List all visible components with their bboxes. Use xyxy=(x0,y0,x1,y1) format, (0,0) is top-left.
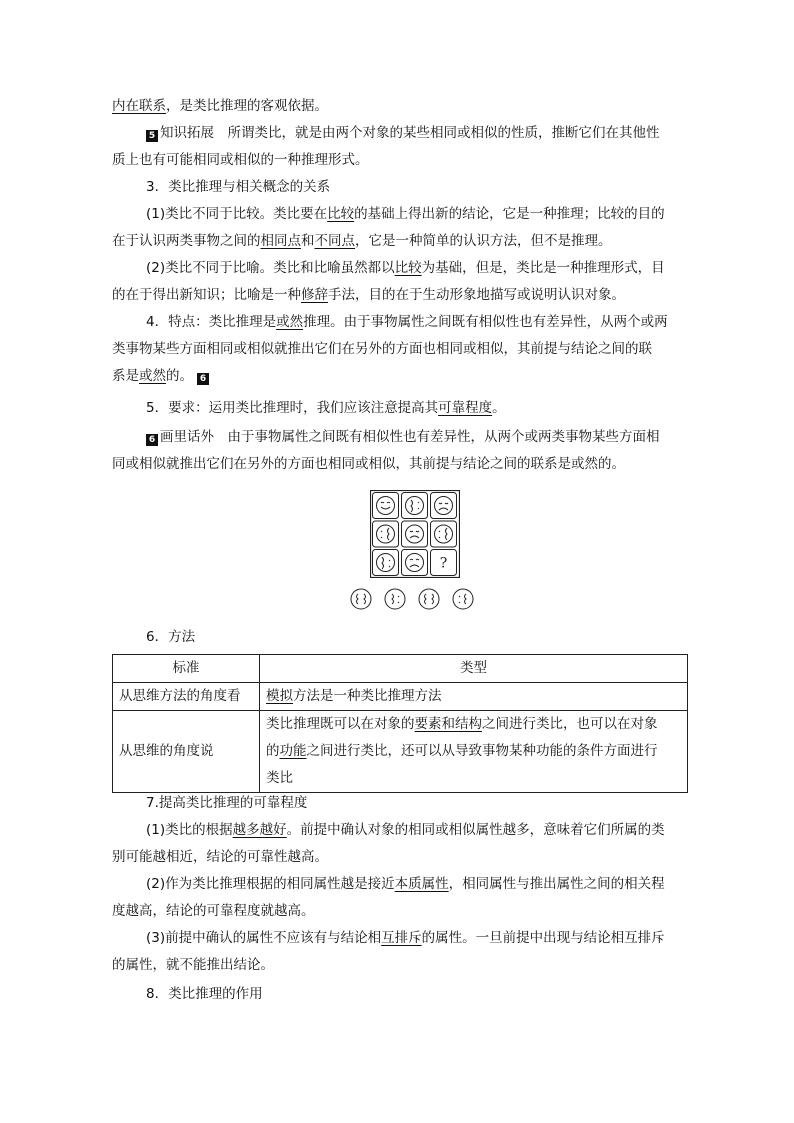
text: 。 xyxy=(492,400,506,416)
frown-face-icon xyxy=(406,554,424,572)
table-row xyxy=(113,711,688,793)
face-puzzle-figure xyxy=(370,490,460,578)
underlined-term: 比较 xyxy=(327,206,355,222)
heading-8: 8．类比推理的作用 xyxy=(146,986,263,1002)
table-row xyxy=(113,683,688,711)
table-cell: 从思维的角度说 xyxy=(113,711,260,793)
text: 和 xyxy=(301,233,315,249)
side-face-icon xyxy=(435,525,453,543)
text: 类比推理既可以在对象的 xyxy=(266,716,415,732)
text: 的属性，就不能推出结论。 xyxy=(112,957,274,973)
text: 5．要求：运用类比推理时，我们应该注意提高其 xyxy=(146,400,439,416)
side-face-icon xyxy=(377,554,395,572)
text: 手法，目的在于生动形象地描写或说明认识对象。 xyxy=(328,287,625,303)
text: 的基础上得出新的结论，它是一种推理；比较的目的 xyxy=(354,206,665,222)
paragraph-7-1 xyxy=(112,817,688,871)
badge-icon: 6 xyxy=(197,373,209,385)
underlined-term: 本质属性 xyxy=(394,876,449,892)
frown-face-icon xyxy=(406,525,424,543)
side-face-icon xyxy=(406,497,424,515)
method-table xyxy=(112,654,688,793)
text: 画里话外 由于事物属性之间既有相似性也有差异性，从两个或两类事物某些方面相 xyxy=(160,429,660,445)
paragraph-7-3 xyxy=(112,925,688,979)
underlined-term: 相同点 xyxy=(260,233,301,249)
text: 别可能越相近，结论的可靠性越高。 xyxy=(112,849,328,865)
table-cell xyxy=(260,711,688,793)
paragraph-5 xyxy=(112,395,688,422)
knowledge-extension xyxy=(112,120,688,174)
underlined-term: 修辞 xyxy=(301,287,328,303)
text: 质上也有可能相同或相似的一种推理形式。 xyxy=(112,152,369,168)
option-face-icon xyxy=(453,589,473,609)
paragraph-4 xyxy=(112,309,688,390)
paragraph-7-2 xyxy=(112,871,688,925)
answer-options-figure xyxy=(348,586,478,612)
paragraph-3-1 xyxy=(112,201,688,255)
option-face-icon xyxy=(419,589,439,609)
text: 的。 xyxy=(166,368,193,384)
table-cell xyxy=(260,683,688,711)
underlined-term: 模拟 xyxy=(266,688,293,704)
table-header-row xyxy=(113,655,688,683)
option-face-icon xyxy=(351,589,371,609)
text: 之间进行类比，还可以从导致事物某种功能的条件方面进行 xyxy=(306,743,658,759)
underlined-term: 不同点 xyxy=(314,233,355,249)
underlined-term: 功能 xyxy=(279,743,307,759)
underlined-term: 或然 xyxy=(139,368,166,384)
text: 度越高，结论的可靠程度就越高。 xyxy=(112,903,315,919)
option-face-icon xyxy=(385,589,405,609)
table-header-cell: 类型 xyxy=(260,655,688,683)
badge-icon: 6 xyxy=(146,434,158,446)
text: 知识拓展 所谓类比，就是由两个对象的某些相同或相似的性质，推断它们在其他性 xyxy=(160,125,660,141)
text: 同或相似就推出它们在另外的方面也相同或相似，其前提与结论之间的联系是或然的。 xyxy=(112,456,625,472)
text: 方法是一种类比推理方法 xyxy=(293,688,442,704)
underlined-term: 互排斥 xyxy=(381,930,422,946)
underlined-term: 越多越好 xyxy=(232,822,287,838)
table-cell: 从思维方法的角度看 xyxy=(113,683,260,711)
text: (3)前提中确认的属性不应该有与结论相 xyxy=(146,930,382,946)
text: 的 xyxy=(266,743,280,759)
text: 4．特点：类比推理是 xyxy=(146,314,277,330)
table-header-cell: 标准 xyxy=(113,655,260,683)
text: 在于认识两类事物之间的 xyxy=(112,233,261,249)
heading-7: 7.提高类比推理的可靠程度 xyxy=(146,795,308,811)
text: 类事物某些方面相同或相似就推出它们在另外的方面也相同或相似，其前提与结论之间的联 xyxy=(112,341,652,357)
smile-face-icon xyxy=(377,497,395,515)
text: 。前提中确认对象的相同或相似属性越多，意味着它们所属的类 xyxy=(286,822,665,838)
paragraph-3-2 xyxy=(112,255,688,309)
text: (1)类比不同于比较。类比要在 xyxy=(146,206,328,222)
underlined-term: 或然 xyxy=(276,314,304,330)
underlined-term: 要素和结构 xyxy=(414,716,482,732)
text: 之间进行类比，也可以在对象 xyxy=(482,716,658,732)
text: ，它是一种简单的认识方法，但不是推理。 xyxy=(355,233,612,249)
text: 系是 xyxy=(112,368,139,384)
underlined-term: 比较 xyxy=(394,260,422,276)
text: ，相同属性与推出属性之间的相关程 xyxy=(448,876,665,892)
frown-face-icon xyxy=(435,497,453,515)
text: 的属性。一旦前提中出现与结论相互排斥 xyxy=(421,930,665,946)
text: 推理。由于事物属性之间既有相似性也有差异性，从两个或两 xyxy=(303,314,668,330)
question-mark: ? xyxy=(439,555,448,572)
text: (2)作为类比推理根据的相同属性越是接近 xyxy=(146,876,395,892)
underlined-term: 可靠程度 xyxy=(438,400,493,416)
picture-commentary xyxy=(112,424,688,478)
text: (2)类比不同于比喻。类比和比喻虽然都以 xyxy=(146,260,395,276)
text: 为基础，但是，类比是一种推理形式，目 xyxy=(421,260,665,276)
text: (1)类比的根据 xyxy=(146,822,233,838)
heading-6: 6．方法 xyxy=(146,629,196,645)
side-face-icon xyxy=(377,525,395,543)
text: 的在于得出新知识；比喻是一种 xyxy=(112,287,301,303)
text: 类比 xyxy=(266,770,293,786)
underlined-term: 内在联系 xyxy=(112,98,166,114)
badge-icon: 5 xyxy=(146,130,158,142)
text: ，是类比推理的客观依据。 xyxy=(166,98,328,114)
heading-3: 3．类比推理与相关概念的关系 xyxy=(146,179,331,195)
paragraph-objective-basis xyxy=(112,93,688,120)
